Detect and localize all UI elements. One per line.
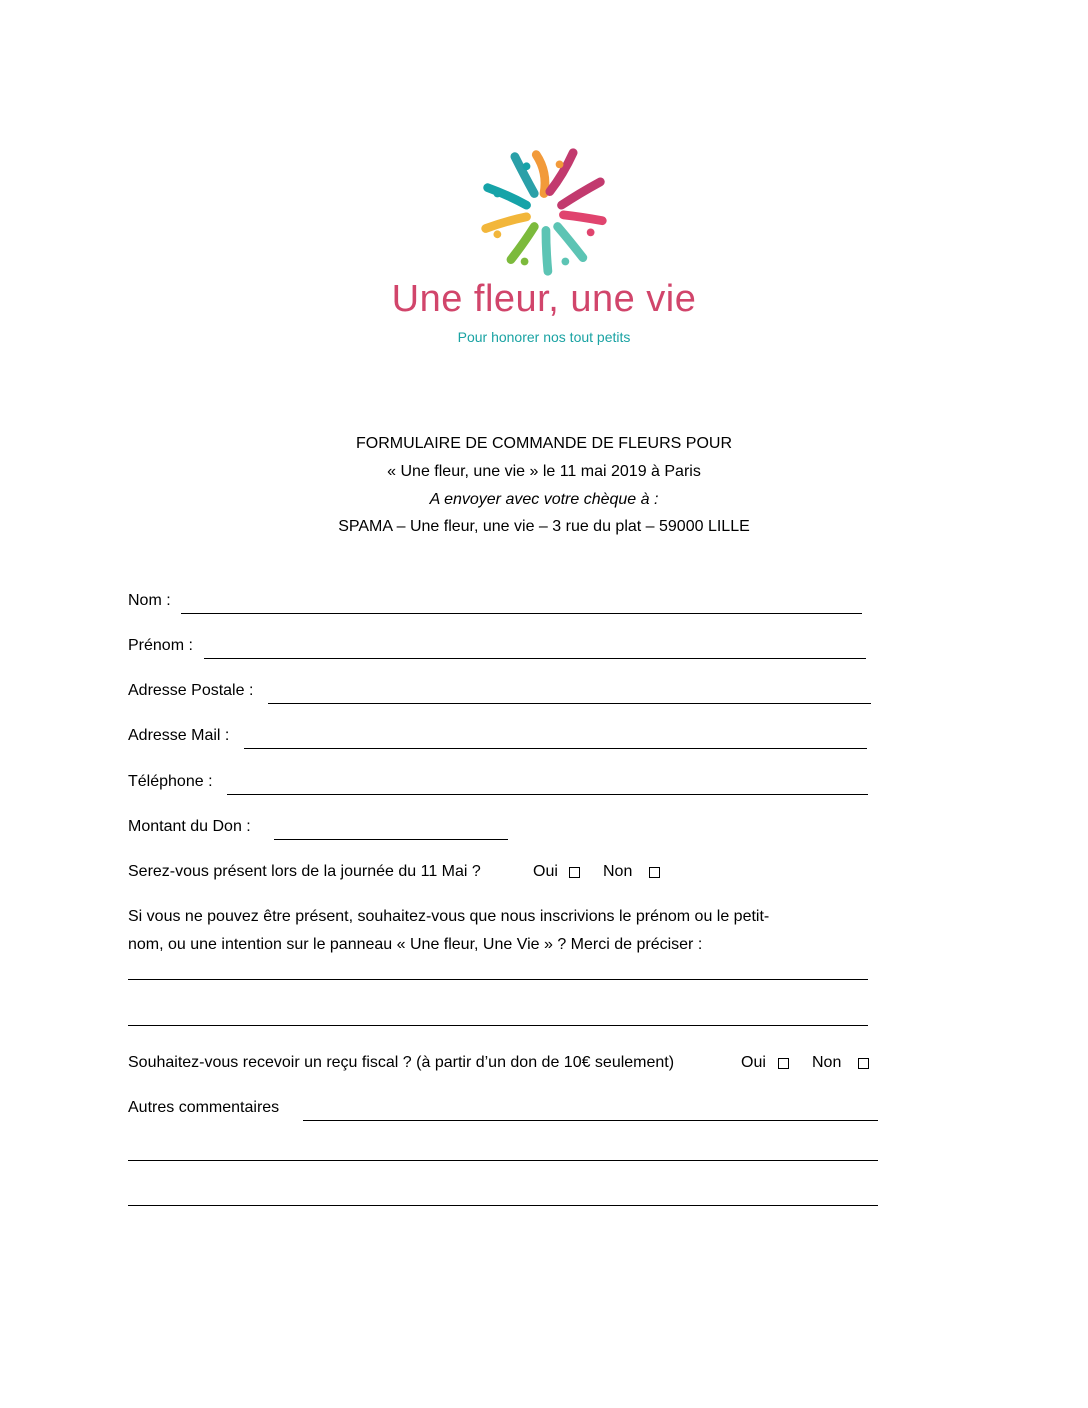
- brand-name: Une fleur, une vie: [391, 278, 697, 320]
- presence-non-label: Non: [603, 863, 633, 880]
- flower-logo-icon: [476, 143, 612, 279]
- presence-non-checkbox[interactable]: [649, 867, 660, 878]
- commentaires-input-line-3[interactable]: [128, 1205, 878, 1206]
- intention-input-line-1[interactable]: [128, 979, 868, 980]
- prenom-label: Prénom :: [128, 637, 193, 654]
- prenom-input-line[interactable]: [204, 658, 866, 659]
- intention-text-line2: nom, ou une intention sur le panneau « Une fleur, Une Vie » ? Merci de préciser :: [128, 936, 703, 953]
- brand-logo: [476, 143, 612, 279]
- presence-oui-label: Oui: [533, 863, 558, 880]
- event-line: « Une fleur, une vie » le 11 mai 2019 à Paris: [387, 463, 701, 480]
- adresse-mail-field[interactable]: [128, 725, 867, 749]
- telephone-input-line[interactable]: [227, 794, 868, 795]
- recu-oui-checkbox[interactable]: [778, 1058, 789, 1069]
- nom-label: Nom :: [128, 592, 171, 609]
- recu-non-checkbox[interactable]: [858, 1058, 869, 1069]
- prenom-field[interactable]: [128, 635, 866, 659]
- montant-field[interactable]: [128, 816, 508, 840]
- montant-label: Montant du Don :: [128, 818, 251, 835]
- send-instruction: A envoyer avec votre chèque à :: [429, 491, 659, 508]
- brand-tagline: Pour honorer nos tout petits: [457, 329, 631, 345]
- adresse-mail-input-line[interactable]: [244, 748, 867, 749]
- commentaires-field[interactable]: [128, 1097, 878, 1121]
- recu-question: Souhaitez-vous recevoir un reçu fiscal ? (à partir d’un don de 10€ seulement): [128, 1054, 675, 1071]
- adresse-mail-label: Adresse Mail :: [128, 727, 230, 744]
- recu-oui-label: Oui: [741, 1054, 766, 1071]
- intention-input-line-2[interactable]: [128, 1025, 868, 1026]
- form-title: FORMULAIRE DE COMMANDE DE FLEURS POUR: [355, 435, 733, 452]
- montant-input-line[interactable]: [274, 839, 508, 840]
- adresse-postale-label: Adresse Postale :: [128, 682, 254, 699]
- adresse-postale-field[interactable]: [128, 680, 871, 704]
- intention-text-line1: Si vous ne pouvez être présent, souhaitez-vous que nous inscrivions le prénom ou le petit-: [128, 908, 770, 925]
- telephone-field[interactable]: [128, 771, 868, 795]
- commentaires-label: Autres commentaires: [128, 1099, 280, 1116]
- presence-oui-checkbox[interactable]: [569, 867, 580, 878]
- nom-input-line[interactable]: [181, 613, 862, 614]
- adresse-postale-input-line[interactable]: [268, 703, 871, 704]
- presence-question: Serez-vous présent lors de la journée du 11 Mai ?: [128, 863, 481, 880]
- telephone-label: Téléphone :: [128, 773, 213, 790]
- nom-field[interactable]: [128, 590, 862, 614]
- commentaires-input-line-2[interactable]: [128, 1160, 878, 1161]
- recu-non-label: Non: [812, 1054, 842, 1071]
- commentaires-input-line-1[interactable]: [303, 1120, 878, 1121]
- postal-address: SPAMA – Une fleur, une vie – 3 rue du plat – 59000 LILLE: [338, 518, 750, 535]
